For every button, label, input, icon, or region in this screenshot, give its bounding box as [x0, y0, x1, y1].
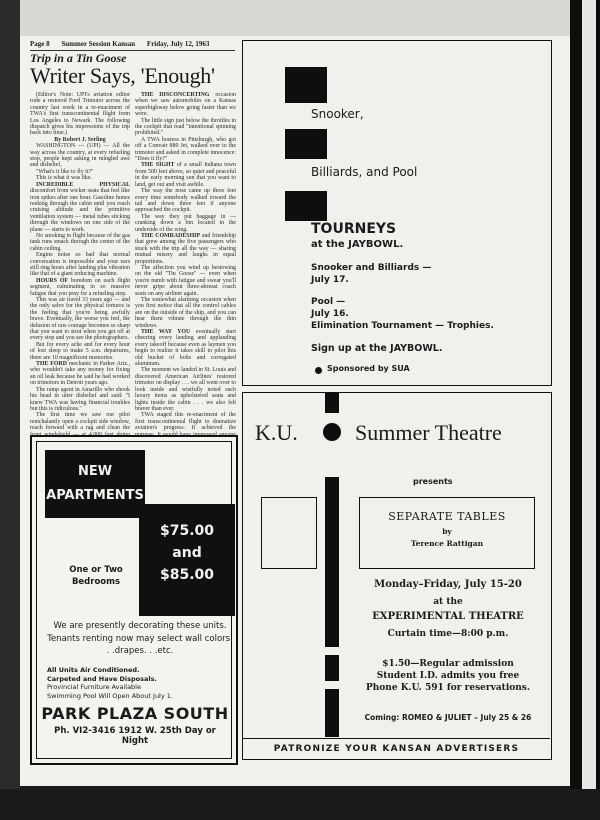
byline: By Robert J. Serling [54, 136, 106, 143]
paragraph: A TWA hostess in Pittsburgh, who got off a Convair 880 Jet, walked over to the trimotor and asked in complete innocence: "Does it fly?" [135, 136, 236, 163]
show-dates: Monday–Friday, July 15-20 [374, 579, 522, 590]
article-column-2 [135, 92, 237, 432]
ku-label: K.U. [255, 420, 298, 445]
jaybowl-tourneys: TOURNEYS [311, 221, 397, 237]
vertical-bar [325, 393, 339, 413]
vertical-bar [325, 689, 339, 737]
paper-name: Summer Session Kansan [61, 40, 136, 48]
paragraph: This is what it was like. [36, 175, 92, 182]
jaybowl-snooker: Snooker, [311, 107, 364, 121]
paragraph: THE COMRADESHIP and friendship that grew among the five passengers who stuck with the trip all the way — sharing mutual misery and laughs in equal proportions. [135, 232, 237, 265]
black-block [285, 191, 327, 221]
jaybowl-snooker-date-label: Snooker and Billiards — [311, 263, 432, 273]
paragraph: Engine noise so bad that normal conversation is impossible and your ears still ring hours after landing plus vibration like that of a giant reducing machine. [30, 252, 130, 278]
black-block [285, 129, 327, 159]
dot-icon [323, 423, 341, 441]
paragraph: THE SIGHT of a small Indiana town from 500 feet above, so quiet and peaceful in the early morning sun that you want to land, get out and visit awhile. [135, 162, 237, 188]
reservations-phone: Phone K.U. 591 for reservations. [365, 683, 531, 693]
photo-placeholder [261, 497, 317, 569]
price-and: and [172, 545, 202, 561]
amenities-list [47, 666, 227, 700]
paragraph: TWA staged this re-enactment of the first transcontinental flight to dramatize aviation's progress. It achieved the [135, 412, 236, 432]
summer-theatre-title: Summer Theatre [355, 420, 502, 445]
new-apartments-banner [45, 450, 145, 518]
student-admission: Student I.D. admits you free [376, 671, 520, 681]
paragraph: The affection you wind up bestowing on the old "Tin Goose" — even when you're numb with fatigue and swear you'll never gripe about three-abreast coach seats on any airliner again. [135, 264, 236, 297]
bedrooms-text [49, 564, 143, 588]
article-kicker: Trip in a Tin Goose [30, 51, 127, 65]
paragraph: WASHINGTON — (UPI) — All the way across the country, at every refueling stop, people kept asking in mingled awe and disbelief, [30, 143, 130, 169]
paragraph: The way they put baggage in — cranking down a bin located in the underside of the wing. [135, 213, 236, 233]
paragraph: THE WAY YOU eventually start cheering every landing and applauding every takeoff because even as laymen you begin to realize it takes skill to pilot this old bucket of bolts and corrugated aluminum. [135, 329, 237, 368]
price-low: $75.00 [159, 523, 215, 539]
vertical-bar [325, 655, 339, 681]
paragraph: The little sign just below the throttles in the cockpit that read "intentional spinning prohibited." [135, 117, 236, 137]
paragraph: HOURS OF boredom on each flight segment, culminating in so massive fatigue that you pray for a refueling stop. [30, 277, 130, 297]
banner-new: NEW [77, 464, 113, 479]
page-header [30, 40, 235, 48]
article-headline: Writer Says, 'Enough' [30, 63, 215, 88]
next-page-edge [570, 0, 600, 789]
jaybowl-signup: Sign up at the JAYBOWL. [311, 343, 443, 354]
jaybowl-sponsor: Sponsored by SUA [327, 364, 410, 373]
jaybowl-at: at the JAYBOWL. [311, 239, 404, 250]
amenity-ac: All Units Air Conditioned. [47, 666, 140, 674]
bullet-icon [315, 367, 322, 374]
complex-address: Ph. VI2-3416 1912 W. 25th Day or Night [54, 726, 216, 746]
paragraph: INCREDIBLE PHYSICAL discomfort from wicker seats that feel like iron spikes after one hour. Gasoline fumes reeking through the cabin until you reach cruising altitude and the primitive ventilation system — metal tubes sticking through the windows on one side of the plane — starts to work. [30, 181, 130, 233]
complex-name: PARK PLAZA SOUTH [41, 704, 229, 723]
summer-theatre-ad [242, 392, 552, 760]
jaybowl-snooker-date: July 17. [311, 275, 349, 285]
curtain-time: Curtain time—8:00 p.m. [387, 629, 509, 639]
show-author: Terence Rattigan [410, 539, 484, 548]
beds-line-1: One or Two [69, 565, 123, 575]
decorating-text: We are presently decorating these units. Tenants renting now may select wall colors. . .drapes. . .etc. [47, 621, 233, 656]
page-number: Page 8 [30, 40, 50, 48]
page-top-margin [0, 0, 600, 36]
banner-apartments: APARTMENTS [46, 488, 144, 503]
admission-price: $1.50—Regular admission [382, 659, 514, 669]
show-title: SEPARATE TABLES [388, 510, 506, 523]
paragraph: The way the nose came up three feet every time somebody walked toward the tail and down three feet if anyone approached the cockpit. [135, 188, 236, 214]
paragraph: The somewhat alarming occasion when you first notice that all the control cables are on the outside of the ship, and you can hear them vibrate through the thin windows. [135, 297, 236, 329]
page-left-margin [0, 0, 20, 789]
paragraph: "What's it like to fly it?" [36, 168, 94, 175]
jaybowl-elimination: Elimination Tournament — Trophies. [311, 321, 494, 331]
paragraph: The first time we saw our pilot nonchalantly open a cockpit side window, reach forward with a rag and clean the [30, 412, 130, 432]
paragraph: But for every ache and for every hour of lost sleep to make 5 a.m. departures, there are 10 magnificent memories. [30, 341, 130, 361]
paragraph: THE FORD mechanic in Parker Ariz., who wouldn't take any money for fixing an oil leak because he said he had worked on trimotors in Detroit years ago. [30, 361, 130, 387]
editor-note: (Editor's Note: UPI's aviation editor rode a restored Ford Trimotor across the country last week in a re-enactment of TWA's first transcontinental flight from Los Angeles to Newark. The following dispatch gives his impressions of the trip back into time.) [30, 92, 130, 137]
coming-next: Coming: ROMEO & JULIET – July 25 & 26 [364, 713, 532, 722]
amenity-furniture: Provincial Furniture Available [47, 683, 141, 691]
show-venue: EXPERIMENTAL THEATRE [372, 611, 524, 622]
beds-line-2: Bedrooms [71, 577, 121, 587]
paragraph: THE DISCONCERTING occasion when we saw automobiles on a Kansas superhighway below going faster than we were. [135, 92, 236, 118]
paragraph: The moment we landed in St. Louis and discovered American Airlines' restored trimotor on display . . . we all went over to look inside and wistfully noted such luxury items as upholstered seats and lights inside the cabin . . . we also felt braver than ever. [135, 367, 236, 412]
price-block [139, 504, 235, 616]
apartments-ad [30, 435, 238, 765]
patronize-banner: PATRONIZE YOUR KANSAN ADVERTISERS [243, 738, 550, 754]
presents-label: presents [413, 477, 453, 486]
black-block [285, 67, 327, 103]
paragraph: No smoking in flight because of the gas tank runs smack through the center of the cabin ceiling. [30, 232, 130, 252]
amenity-pool: Swimming Pool Will Open About July 1. [47, 691, 173, 700]
jaybowl-pool-label: Pool — [311, 297, 346, 307]
paragraph: The ramp agent in Amarillo who shook his head in utter disbelief and said: "I knew TWA was having financial troubles but this is ridiculous." [30, 386, 130, 412]
paragraph: This was air travel 33 years ago — and the only salve for the physical tortures is the feeling that you're being awfully brave. Eventually, the worse you feel, the delusion of raw courage becomes so sharp that you want to strut when you get off at every stop and you see the photographers. [30, 297, 130, 342]
jaybowl-ad [242, 40, 552, 386]
vertical-bar [325, 477, 339, 647]
show-title-box [359, 497, 535, 569]
jaybowl-pool-date: July 16. [311, 309, 349, 319]
jaybowl-billiards: Billiards, and Pool [311, 165, 418, 179]
price-high: $85.00 [159, 567, 215, 583]
amenity-carpet: Carpeted and Have Disposals. [47, 674, 157, 683]
issue-date: Friday, July 12, 1963 [146, 40, 210, 48]
show-by: by [442, 527, 452, 536]
show-at: at the [433, 597, 463, 607]
